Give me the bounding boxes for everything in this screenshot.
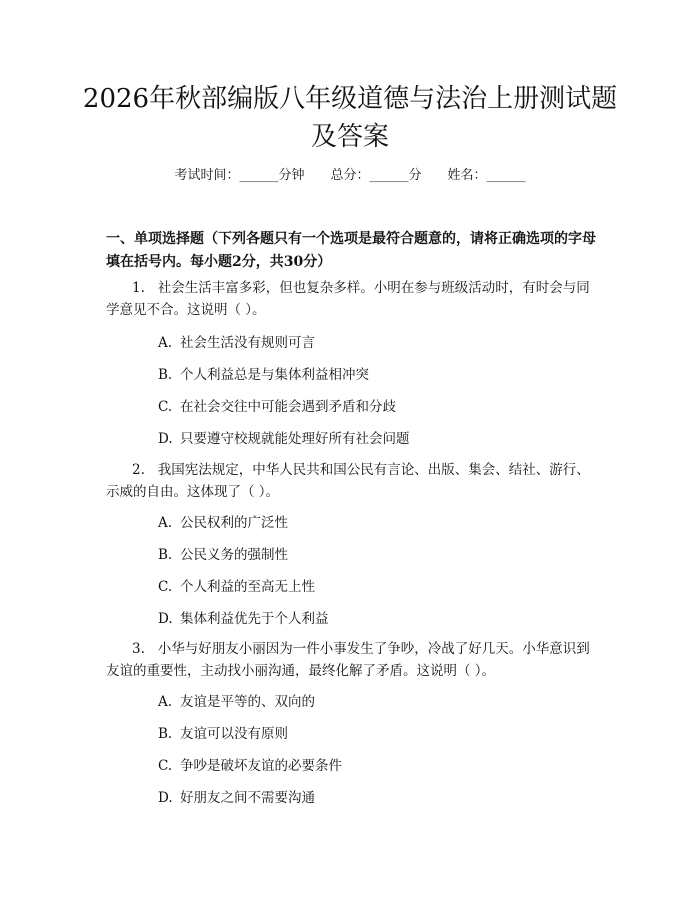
question-1-option-c (158, 397, 598, 417)
question-3-option-a (158, 692, 598, 712)
question-1-option-b (158, 365, 598, 385)
option-letter: D. (158, 431, 173, 447)
question-2-option-c (158, 577, 598, 597)
option-text: 好朋友之间不需要沟通 (180, 790, 315, 806)
option-letter: A. (158, 694, 173, 710)
option-letter: B. (158, 726, 173, 742)
option-text: 友谊是平等的、双向的 (180, 694, 315, 710)
question-2-option-b (158, 545, 598, 565)
option-letter: A. (158, 335, 173, 351)
option-text: 友谊可以没有原则 (180, 726, 288, 742)
question-number: 1. (132, 280, 145, 296)
option-letter: A. (158, 515, 173, 531)
option-letter: D. (158, 790, 173, 806)
total-score-field: 总分：______分 (330, 168, 422, 183)
question-3-option-c (158, 756, 598, 776)
option-text: 公民权利的广泛性 (180, 515, 288, 531)
question-2-option-d (158, 609, 598, 629)
question-3-option-b (158, 724, 598, 744)
option-text: 个人利益总是与集体利益相冲突 (180, 367, 369, 383)
option-letter: C. (158, 399, 173, 415)
section-heading-multiple-choice: 一、单项选择题（下列各题只有一个选项是最符合题意的，请将正确选项的字母填在括号内。每小题2分，共30分） (106, 231, 596, 270)
question-3-option-d (158, 788, 598, 808)
option-text: 集体利益优先于个人利益 (180, 611, 329, 627)
question-1-stem (106, 277, 600, 321)
option-text: 个人利益的至高无上性 (180, 579, 315, 595)
option-letter: B. (158, 547, 173, 563)
question-text: 我国宪法规定，中华人民共和国公民有言论、出版、集会、结社、游行、示威的自由。这体现了（ ）。 (106, 462, 590, 500)
option-text: 争吵是破坏友谊的必要条件 (180, 758, 342, 774)
exam-info-line (0, 166, 700, 186)
option-text: 公民义务的强制性 (180, 547, 288, 563)
name-field: 姓名：______ (447, 168, 526, 183)
question-3-stem (106, 638, 600, 682)
question-number: 3. (132, 641, 145, 657)
option-letter: D. (158, 611, 173, 627)
question-2-option-a (158, 513, 598, 533)
option-letter: C. (158, 579, 173, 595)
question-2-stem (106, 459, 600, 503)
option-letter: B. (158, 367, 173, 383)
question-text: 小华与好朋友小丽因为一件小事发生了争吵，冷战了好几天。小华意识到友谊的重要性，主动找小丽沟通，最终化解了矛盾。这说明（ ）。 (106, 641, 590, 679)
exam-time-field: 考试时间：______分钟 (174, 168, 305, 183)
page-title: 2026年秋部编版八年级道德与法治上册测试题及答案 (82, 84, 618, 152)
question-text: 社会生活丰富多彩，但也复杂多样。小明在参与班级活动时，有时会与同学意见不合。这说明（ ）。 (106, 280, 590, 318)
option-text: 只要遵守校规就能处理好所有社会问题 (180, 431, 410, 447)
option-text: 在社会交往中可能会遇到矛盾和分歧 (180, 399, 396, 415)
option-letter: C. (158, 758, 173, 774)
question-1-option-d (158, 429, 598, 449)
question-number: 2. (132, 462, 145, 478)
option-text: 社会生活没有规则可言 (180, 335, 315, 351)
question-1-option-a (158, 333, 598, 353)
